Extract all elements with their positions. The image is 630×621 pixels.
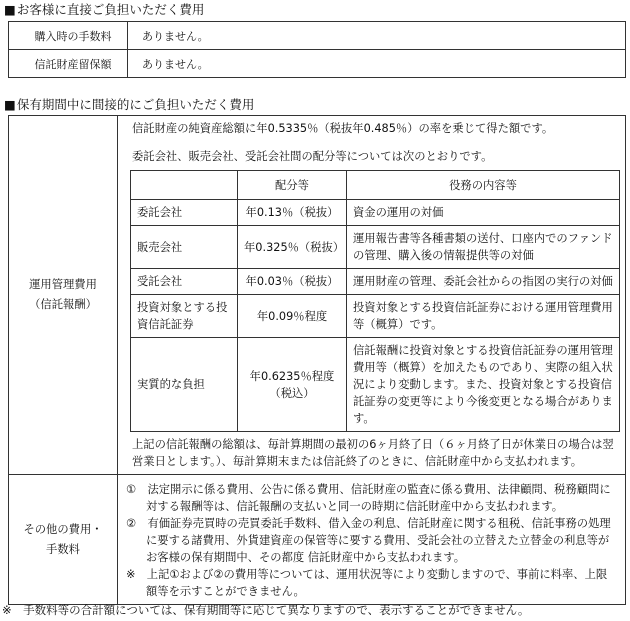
other-fee-label-sub: 手数料 [46, 542, 80, 556]
item-text: 上記①および②の費用等については、運用状況等により変動しますので、事前に料率、上限額等を示すことができません。 [146, 568, 608, 598]
dist-party: 販売会社 [131, 226, 238, 269]
dist-head-service: 役務の内容等 [347, 171, 620, 200]
direct-fee-table [8, 21, 626, 78]
dist-service: 運用財産の管理、委託会社からの指図の実行の対価 [347, 269, 620, 295]
distribution-intro: 委託会社、販売会社、受託会社間の配分等については次のとおりです。 [132, 150, 493, 163]
dist-ratio [238, 269, 347, 295]
dist-party: 実質的な負担 [131, 338, 238, 432]
dist-head-blank [131, 171, 238, 200]
other-fee-content [118, 475, 626, 605]
mgmt-fee-label-sub: （信託報酬） [29, 298, 97, 311]
dist-ratio [238, 226, 347, 269]
dist-party: 委託会社 [131, 200, 238, 226]
item-text: 法定開示に係る費用、公告に係る費用、信託財産の監査に係る費用、法律顧問、税務顧問に対する報酬等は、信託報酬の支払いと同一の時期に信託財産中から支払われます。 [146, 483, 611, 513]
purchase-fee-value: ありません。 [128, 22, 626, 50]
item-mark: ※ [126, 568, 136, 581]
item-text: 有価証券売買時の売買委託手数料、借入金の利息、信託財産に関する租税、信託事務の処理に要する諸費用、外貨建資産の保管等に要する費用、受託会社の立替えた立替金の利息等がお客様の保有期間中、その都度 信託財産中から支払われます。 [146, 517, 611, 564]
item-mark: ① [126, 483, 137, 496]
item-mark: ② [126, 517, 137, 530]
dist-ratio-tax-note: （税込） [269, 386, 315, 400]
list-item [126, 566, 617, 600]
section2-title-row [4, 95, 254, 113]
section1-title: お客様に直接ご負担いただく費用 [16, 2, 205, 17]
other-fee-label-cell [9, 475, 118, 605]
other-fee-label: その他の費用・ [23, 522, 103, 536]
dist-ratio [238, 295, 347, 338]
table-row [131, 226, 620, 269]
mgmt-fee-content [118, 116, 626, 475]
purchase-fee-label: 購入時の手数料 [9, 22, 128, 50]
dist-ratio-text: 年0.325％（税抜） [244, 240, 345, 254]
dist-head-ratio: 配分等 [238, 171, 347, 200]
list-item [126, 481, 617, 515]
dist-party: 受託会社 [131, 269, 238, 295]
dist-service: 資金の運用の対価 [347, 200, 620, 226]
footer-note: ※ 手数料等の合計額については、保有期間等に応じて異なりますので、表示することができません。 [2, 603, 530, 617]
table-row [9, 50, 626, 78]
mgmt-fee-note: 上記の信託報酬の総額は、毎計算期間の最初の6ヶ月終了日（６ヶ月終了日が休業日の場合は翌営業日とします。）、毎計算期末または信託終了のときに、信託財産中から支払われます。 [132, 438, 614, 468]
dist-ratio-text: 年0.03％（税抜） [245, 275, 339, 288]
table-row [9, 22, 626, 50]
indirect-fee-table [8, 115, 626, 605]
table-row [131, 338, 620, 432]
section2-title: 保有期間中に間接的にご負担いただく費用 [16, 97, 255, 112]
dist-ratio-text: 年0.09％程度 [256, 309, 328, 323]
square-bullet-icon: ■ [4, 97, 16, 112]
square-bullet-icon: ■ [4, 2, 16, 17]
mgmt-fee-intro: 信託財産の純資産総額に年0.5335％（税抜年0.485％）の率を乗じて得た額です。 [132, 122, 554, 135]
table-row [9, 116, 626, 475]
dist-service: 投資対象とする投資信託証券における運用管理費用等（概算）です。 [347, 295, 620, 338]
dist-ratio [238, 200, 347, 226]
mgmt-fee-label: 運用管理費用 [29, 278, 97, 291]
dist-ratio [238, 338, 347, 432]
table-row [131, 200, 620, 226]
section1-title-row [4, 0, 204, 18]
table-row [9, 475, 626, 605]
table-row [131, 171, 620, 200]
trust-reserve-label: 信託財産留保額 [9, 50, 128, 78]
dist-service: 運用報告書等各種書類の送付、口座内でのファンドの管理、購入後の情報提供等の対価 [347, 226, 620, 269]
table-row [131, 269, 620, 295]
dist-ratio-text: 年0.6235％程度 [249, 369, 335, 383]
dist-service: 信託報酬に投資対象とする投資信託証券の運用管理費用等（概算）を加えたものであり、実際の組入状況により変動します。また、投資対象とする投資信託証券の変更等により今後変更となる場合があります。 [347, 338, 620, 432]
table-row [131, 295, 620, 338]
dist-ratio-text: 年0.13％（税抜） [245, 206, 339, 219]
list-item [126, 515, 617, 566]
mgmt-fee-label-cell [9, 116, 118, 475]
trust-reserve-value: ありません。 [128, 50, 626, 78]
distribution-table [130, 170, 620, 432]
dist-party: 投資対象とする投資信託証券 [131, 295, 238, 338]
